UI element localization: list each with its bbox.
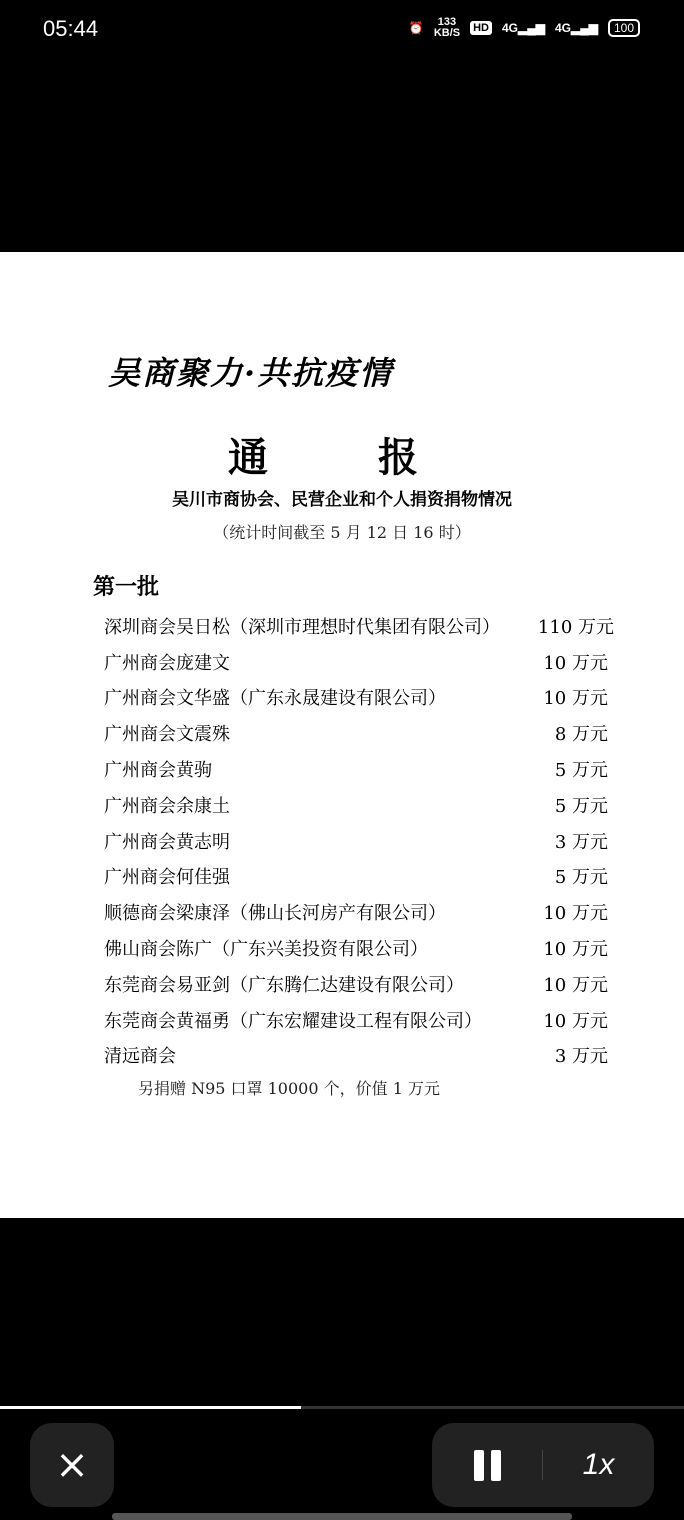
table-row bbox=[104, 894, 614, 930]
table-row bbox=[104, 859, 614, 895]
table-row bbox=[104, 680, 614, 716]
donor-name: 清远商会 bbox=[104, 1046, 176, 1068]
battery-icon: 100 bbox=[608, 19, 640, 37]
signal-icon-1: 4G▂▄▆ bbox=[502, 21, 545, 35]
table-row bbox=[104, 787, 614, 823]
network-speed: 133 KB/S bbox=[433, 16, 461, 39]
status-bar bbox=[0, 0, 684, 60]
donor-name: 广州商会余康土 bbox=[104, 795, 230, 817]
alarm-icon: ⏰ bbox=[408, 21, 424, 35]
donor-name: 顺德商会梁康泽（佛山长河房产有限公司） bbox=[104, 903, 446, 925]
donor-name: 广州商会文华盛（广东永晟建设有限公司） bbox=[104, 688, 446, 710]
donor-name: 深圳商会吴日松（深圳市理想时代集团有限公司） bbox=[104, 616, 500, 638]
stat-time: （统计时间截至 5 月 12 日 16 时） bbox=[213, 523, 471, 542]
pause-icon bbox=[474, 1450, 484, 1481]
donor-name: 广州商会庞建文 bbox=[104, 652, 230, 674]
close-icon: × bbox=[55, 1442, 89, 1488]
document-title: 通 报 bbox=[228, 434, 418, 481]
home-indicator[interactable] bbox=[112, 1513, 572, 1520]
donation-amount: 10 万元 bbox=[543, 1010, 608, 1032]
donation-amount: 10 万元 bbox=[543, 688, 608, 710]
table-row bbox=[104, 1002, 614, 1038]
table-row bbox=[104, 1038, 614, 1074]
subtitle: 吴川市商协会、民营企业和个人捐资捐物情况 bbox=[172, 490, 512, 510]
donation-amount: 5 万元 bbox=[554, 867, 608, 889]
donor-name: 广州商会文震殊 bbox=[104, 724, 230, 746]
donor-name: 广州商会黄志明 bbox=[104, 831, 230, 853]
playback-speed-button[interactable]: 1x bbox=[582, 1448, 615, 1481]
pause-icon-bar bbox=[491, 1450, 501, 1481]
donation-amount: 110 万元 bbox=[537, 616, 614, 638]
note: 另捐赠 N95 口罩 10000 个，价值 1 万元 bbox=[138, 1079, 440, 1098]
donation-amount: 3 万元 bbox=[554, 1046, 608, 1068]
donation-amount: 10 万元 bbox=[543, 903, 608, 925]
table-row bbox=[104, 715, 614, 751]
donation-amount: 8 万元 bbox=[554, 724, 608, 746]
donation-amount: 10 万元 bbox=[543, 974, 608, 996]
progress-fill bbox=[0, 1406, 301, 1409]
playback-controls bbox=[432, 1423, 654, 1507]
table-row bbox=[104, 930, 614, 966]
hd-voice-icon: HD bbox=[470, 21, 492, 35]
table-row bbox=[104, 823, 614, 859]
pause-button[interactable] bbox=[432, 1450, 542, 1481]
signal-icon-2: 4G▂▄▆ bbox=[554, 21, 598, 35]
table-row bbox=[104, 644, 614, 680]
table-row bbox=[104, 608, 614, 644]
donor-name: 东莞商会黄福勇（广东宏耀建设工程有限公司） bbox=[104, 1010, 482, 1032]
donation-amount: 3 万元 bbox=[554, 831, 608, 853]
donor-name: 东莞商会易亚剑（广东腾仁达建设有限公司） bbox=[104, 974, 464, 996]
batch-heading: 第一批 bbox=[93, 575, 160, 600]
table-row bbox=[104, 966, 614, 1002]
progress-bar[interactable] bbox=[0, 1406, 684, 1409]
donor-name: 广州商会何佳强 bbox=[104, 867, 230, 889]
slogan: 吴商聚力·共抗疫情 bbox=[108, 354, 394, 392]
donor-name: 广州商会黄驹 bbox=[104, 760, 212, 782]
donation-amount: 5 万元 bbox=[554, 760, 608, 782]
donation-list bbox=[104, 608, 614, 1073]
table-row bbox=[104, 751, 614, 787]
clock: 05:44 bbox=[43, 16, 99, 41]
donor-name: 佛山商会陈广（广东兴美投资有限公司） bbox=[104, 939, 428, 961]
donation-amount: 5 万元 bbox=[554, 795, 608, 817]
document-image bbox=[0, 252, 684, 1218]
donation-amount: 10 万元 bbox=[543, 652, 608, 674]
close-button[interactable] bbox=[30, 1423, 114, 1507]
donation-amount: 10 万元 bbox=[543, 939, 608, 961]
